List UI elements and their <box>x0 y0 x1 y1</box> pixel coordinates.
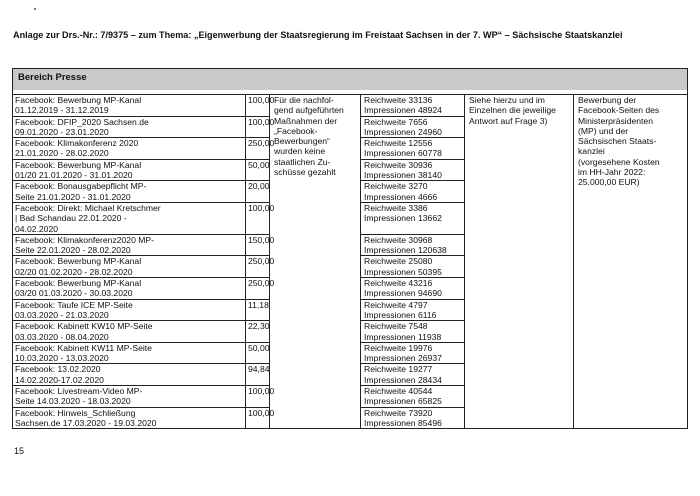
reach-cell <box>361 256 465 278</box>
cost-cell: 20,00 <box>246 181 270 203</box>
measure-line: 02/20 01.02.2020 - 28.02.2020 <box>15 266 133 277</box>
subsidy-note-line: Maßnahmen der <box>274 115 338 126</box>
measure-line: Facebook: Taufe ICE MP-Seite <box>15 299 133 310</box>
reach-line: Impressionen 4666 <box>364 191 438 202</box>
reach-line: Impressionen 65825 <box>364 396 442 407</box>
measure-cell <box>13 234 246 256</box>
subsidy-note-line: schüsse gezahlt <box>274 167 336 178</box>
purpose-note-line: kanzlei <box>578 146 605 157</box>
measure-cell <box>13 342 246 364</box>
subsidy-note-cell <box>270 95 361 429</box>
measure-line: Facebook: Klimakonferenz 2020 <box>15 138 139 149</box>
subsidy-note-line: staatlichen Zu- <box>274 156 331 167</box>
section-header: Bereich Presse <box>12 68 688 90</box>
measure-line: 14.02.2020-17.02.2020 <box>15 374 104 385</box>
cost-cell: 100,00 <box>246 386 270 408</box>
measure-line: Facebook: Bewerbung MP-Kanal <box>15 256 142 267</box>
reach-cell <box>361 407 465 429</box>
cost-cell: 22,30 <box>246 321 270 343</box>
purpose-note-line: (MP) und der <box>578 125 629 136</box>
reach-cell <box>361 364 465 386</box>
measure-line: 10.03.2020 - 13.03.2020 <box>15 353 109 364</box>
reach-line: Impressionen 24960 <box>364 126 442 137</box>
cost-cell: 50,00 <box>246 342 270 364</box>
measure-line: Facebook: DFIP_2020 Sachsen.de <box>15 116 149 127</box>
measure-line: Sachsen.de 17.03.2020 - 19.03.2020 <box>15 417 157 428</box>
table-row <box>13 95 688 117</box>
scan-speck <box>34 8 36 10</box>
measure-cell <box>13 364 246 386</box>
cost-cell: 100,00 <box>246 202 270 234</box>
reach-cell <box>361 342 465 364</box>
reference-note-line: Antwort auf Frage 3) <box>469 115 548 126</box>
measure-cell <box>13 278 246 300</box>
reach-line: Impressionen 13662 <box>364 213 442 224</box>
reach-line: Impressionen 120638 <box>364 245 447 256</box>
reach-cell <box>361 202 465 234</box>
measure-cell <box>13 202 246 234</box>
measure-line: 21.01.2020 - 28.02.2020 <box>15 148 109 159</box>
reach-cell <box>361 386 465 408</box>
measure-line: Facebook: Bewerbung MP-Kanal <box>15 95 142 105</box>
press-table <box>12 94 688 429</box>
measure-cell <box>13 299 246 321</box>
subsidy-note-line: Für die nachfol- <box>274 95 334 105</box>
measure-line: 03/20 01.03.2020 - 30.03.2020 <box>15 288 133 299</box>
measure-cell <box>13 407 246 429</box>
measure-line: Facebook: Bonausgabepflicht MP- <box>15 181 147 192</box>
measure-cell <box>13 321 246 343</box>
measure-line: Facebook: Hinweis_Schließung <box>15 407 136 418</box>
purpose-note-line: Ministerpräsidenten <box>578 115 653 126</box>
purpose-note-line: im HH-Jahr 2022: <box>578 167 646 178</box>
reach-line: Impressionen 11938 <box>364 331 442 342</box>
purpose-note-line: Bewerbung der <box>578 95 637 105</box>
measure-cell <box>13 95 246 117</box>
reach-cell <box>361 95 465 117</box>
measure-line: 03.03.2020 - 08.04.2020 <box>15 331 109 342</box>
reach-cell <box>361 181 465 203</box>
measure-line: 01.12.2019 - 31.12.2019 <box>15 105 109 116</box>
measure-line: 03.03.2020 - 21.03.2020 <box>15 309 109 320</box>
document-heading: Anlage zur Drs.-Nr.: 7/9375 – zum Thema: „Eigenwerbung der Staatsregierung im Freistaat Sachsen in der 7. WP“ – Sächsische Staatskanzlei <box>13 30 623 40</box>
reach-line: Reichweite 30968 <box>364 234 433 245</box>
reach-line: Impressionen 85496 <box>364 417 442 428</box>
reach-line: Impressionen 6116 <box>364 309 437 320</box>
reach-cell <box>361 159 465 181</box>
reach-line: Reichweite 43216 <box>364 278 433 289</box>
measure-line: Facebook: Livestream-Video MP- <box>15 386 143 397</box>
reach-line: Reichweite 25080 <box>364 256 433 267</box>
reference-note-line: Einzelnen die jeweilige <box>469 105 556 116</box>
purpose-note-line: Sächsischen Staats- <box>578 136 657 147</box>
purpose-note-line: (vorgesehene Kosten <box>578 156 660 167</box>
subsidy-note-line: gend aufgeführten <box>274 105 344 116</box>
measure-cell <box>13 256 246 278</box>
measure-cell <box>13 138 246 160</box>
measure-line: Seite 14.03.2020 - 18.03.2020 <box>15 396 131 407</box>
measure-line: 01/20 21.01.2020 - 31.01.2020 <box>15 170 133 181</box>
reach-line: Reichweite 7548 <box>364 321 428 332</box>
reach-line: Reichweite 7656 <box>364 116 428 127</box>
page-number: 15 <box>14 446 25 456</box>
measure-line: Facebook: 13.02.2020 <box>15 364 101 375</box>
measure-line: 09.01.2020 - 23.01.2020 <box>15 126 109 137</box>
reach-line: Reichweite 4797 <box>364 299 428 310</box>
cost-cell: 250,00 <box>246 278 270 300</box>
measure-cell <box>13 116 246 138</box>
reach-line: Reichweite 19976 <box>364 342 433 353</box>
measure-line: Facebook: Klimakonferenz2020 MP- <box>15 234 155 245</box>
reach-line: Reichweite 19277 <box>364 364 433 375</box>
measure-line: Facebook: Bewerbung MP-Kanal <box>15 278 142 289</box>
reach-line: Impressionen 50395 <box>364 266 442 277</box>
cost-cell: 100,00 <box>246 95 270 117</box>
reach-line: Impressionen 94690 <box>364 288 442 299</box>
reach-cell <box>361 321 465 343</box>
reach-cell <box>361 234 465 256</box>
reach-line: Reichweite 12556 <box>364 138 433 149</box>
reach-line: Reichweite 30936 <box>364 159 433 170</box>
cost-cell: 250,00 <box>246 256 270 278</box>
measure-line: Facebook: Direkt: Michael Kretschmer <box>15 202 161 213</box>
cost-cell: 100,00 <box>246 407 270 429</box>
purpose-note-line: 25.000,00 EUR) <box>578 177 640 188</box>
measure-line: Facebook: Kabinett KW10 MP-Seite <box>15 321 153 332</box>
cost-cell: 50,00 <box>246 159 270 181</box>
measure-cell <box>13 386 246 408</box>
measure-line: Facebook: Kabinett KW11 MP-Seite <box>15 342 152 353</box>
reference-note-line: Siehe hierzu und im <box>469 95 545 105</box>
measure-line: Facebook: Bewerbung MP-Kanal <box>15 159 142 170</box>
reach-cell <box>361 278 465 300</box>
reach-cell <box>361 116 465 138</box>
reach-line: Reichweite 40544 <box>364 386 433 397</box>
measure-cell <box>13 181 246 203</box>
reach-line: Reichweite 33136 <box>364 95 433 105</box>
measure-line: 04.02.2020 <box>15 223 59 234</box>
reach-line: Impressionen 26937 <box>364 353 442 364</box>
press-table-container <box>12 68 688 429</box>
reach-line: Reichweite 3386 <box>364 202 428 213</box>
cost-cell: 94,84 <box>246 364 270 386</box>
measure-cell <box>13 159 246 181</box>
reach-line: Impressionen 48924 <box>364 105 442 116</box>
subsidy-note-line: wurden keine <box>274 146 326 157</box>
cost-cell: 150,00 <box>246 234 270 256</box>
subsidy-note-line: Bewerbungen“ <box>274 136 330 147</box>
measure-line: | Bad Schandau 22.01.2020 - <box>15 213 127 224</box>
reach-line: Impressionen 60778 <box>364 148 442 159</box>
reach-cell <box>361 299 465 321</box>
purpose-note-line: Facebook-Seiten des <box>578 105 660 116</box>
cost-cell: 250,00 <box>246 138 270 160</box>
reach-cell <box>361 138 465 160</box>
purpose-note-cell <box>574 95 688 429</box>
reach-line: Impressionen 38140 <box>364 170 442 181</box>
measure-line: Seite 22.01.2020 - 28.02.2020 <box>15 245 131 256</box>
cost-cell: 100,00 <box>246 116 270 138</box>
subsidy-note-line: „Facebook- <box>274 125 318 136</box>
reach-line: Reichweite 3270 <box>364 181 428 192</box>
reach-line: Reichweite 73920 <box>364 407 433 418</box>
reference-note-cell <box>465 95 574 429</box>
reach-line <box>364 224 462 234</box>
measure-line: Seite 21.01.2020 - 31.01.2020 <box>15 191 131 202</box>
reach-line: Impressionen 28434 <box>364 374 442 385</box>
cost-cell: 11,18 <box>246 299 270 321</box>
